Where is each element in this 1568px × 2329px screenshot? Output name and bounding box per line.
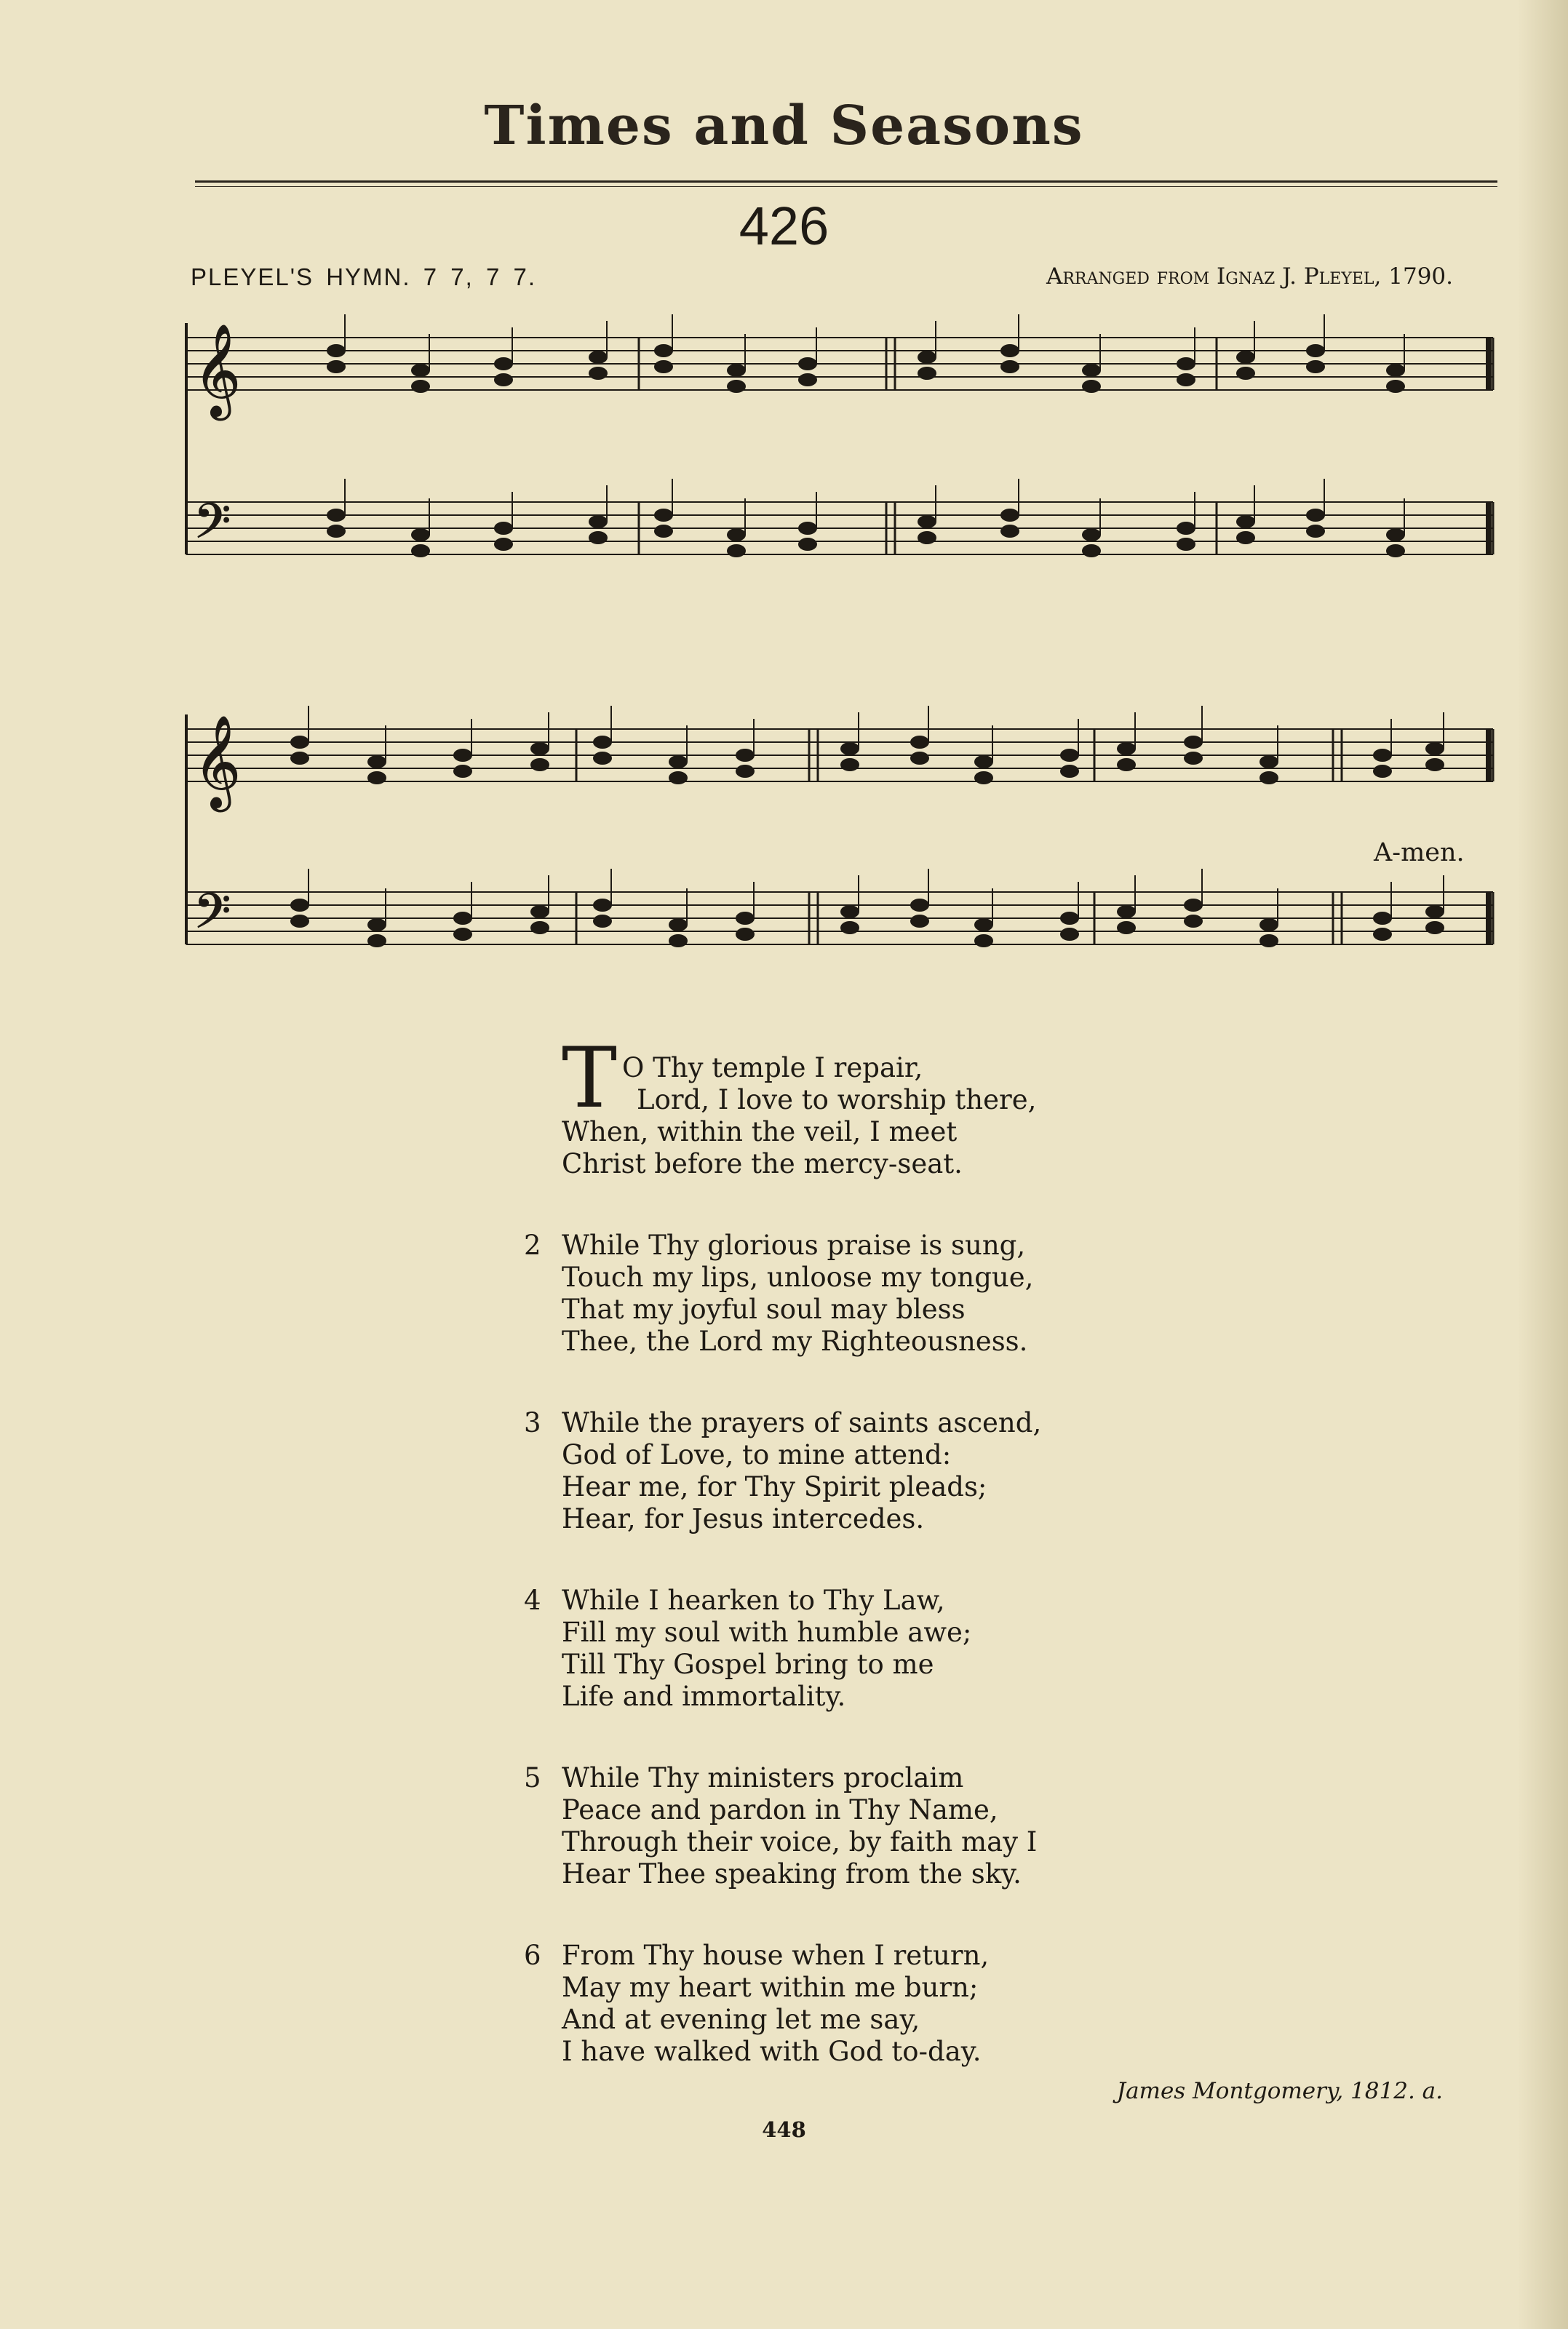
note [1306,360,1325,373]
amen-label: A-men. [1374,838,1465,867]
verse-line: While I hearken to Thy Law, [562,1585,945,1616]
note [411,364,430,377]
verse-line: Christ before the mercy-seat. [562,1148,963,1179]
note [494,538,513,551]
verse-line: Lord, I love to worship there, [637,1084,1037,1115]
note [1373,765,1392,778]
note [1373,912,1392,925]
note [1060,765,1079,778]
tune-name: PLEYEL'S HYMN. 7 7, 7 7. [191,263,536,290]
bass-clef-icon: 𝄢 [194,883,231,951]
treble-clef-icon: 𝄞 [194,714,242,808]
note [593,736,612,749]
note [974,755,993,768]
note [530,742,549,755]
note [1177,373,1195,386]
note [1425,905,1444,918]
verse-line: Hear Thee speaking from the sky. [562,1858,1022,1890]
verse-line: Touch my lips, unloose my tongue, [562,1262,1034,1293]
note [1117,742,1136,755]
note [669,755,688,768]
note [736,749,755,762]
note [910,752,929,765]
note [727,364,746,377]
verse-line: Fill my soul with humble awe; [562,1617,972,1648]
note [367,934,386,947]
verse-2 [524,1230,1470,1358]
note [910,899,929,912]
verse-line: O Thy temple I repair, [622,1052,923,1083]
verse-line: While Thy ministers proclaim [562,1762,964,1793]
bass-clef-icon: 𝄢 [194,493,231,561]
verse-line: When, within the veil, I meet [562,1116,958,1147]
note [1177,357,1195,370]
note [1259,918,1278,931]
note [589,515,608,528]
note [1082,380,1101,393]
note [840,758,859,771]
note [290,736,309,749]
note [327,525,346,538]
note [798,373,817,386]
note [494,373,513,386]
note [727,544,746,557]
note [798,522,817,535]
note [530,758,549,771]
section-title: Times and Seasons [484,95,1084,157]
note [453,928,472,941]
note [327,344,346,357]
note [727,528,746,541]
verse-line: God of Love, to mine attend: [562,1439,952,1470]
verse-5 [524,1762,1470,1890]
note [1386,544,1405,557]
note [1000,509,1019,522]
verse-line: Peace and pardon in Thy Name, [562,1794,998,1826]
note [974,934,993,947]
verse-number: 5 [524,1762,541,1793]
arranger-credit: Arranged from Ignaz J. Pleyel, 1790. [1046,263,1453,290]
verse-line: I have walked with God to-day. [562,2036,982,2067]
note [367,771,386,784]
verse-line: Till Thy Gospel bring to me [562,1649,934,1680]
note [453,765,472,778]
note [1236,367,1255,380]
note [1082,364,1101,377]
note [1373,928,1392,941]
note [367,755,386,768]
note [593,899,612,912]
verse-line: Through their voice, by faith may I [562,1826,1038,1858]
note [1177,538,1195,551]
note [494,522,513,535]
verse-number: 3 [524,1407,541,1438]
note [1060,912,1079,925]
note [1425,921,1444,934]
note [669,771,688,784]
note [530,921,549,934]
note [798,538,817,551]
note [918,515,936,528]
note [974,771,993,784]
note [1117,921,1136,934]
verse-number: 4 [524,1585,541,1616]
note [494,357,513,370]
note [367,918,386,931]
note [974,918,993,931]
verse-line: Hear me, for Thy Spirit pleads; [562,1471,987,1502]
note [1184,899,1203,912]
note [1425,742,1444,755]
verse-line: Hear, for Jesus intercedes. [562,1503,925,1534]
note [1386,380,1405,393]
note [840,905,859,918]
note [1386,528,1405,541]
note [327,509,346,522]
note [736,928,755,941]
note [654,344,673,357]
note [1259,755,1278,768]
page-number: 448 [762,2117,806,2142]
note [1184,752,1203,765]
note [1373,749,1392,762]
note [1117,905,1136,918]
note [327,360,346,373]
note [1000,360,1019,373]
note [1060,749,1079,762]
note [290,899,309,912]
note [798,357,817,370]
note [669,934,688,947]
note [1184,915,1203,928]
note [1236,351,1255,364]
note [840,742,859,755]
note [727,380,746,393]
note [1306,525,1325,538]
verse-line: While Thy glorious praise is sung, [562,1230,1026,1261]
note [1082,544,1101,557]
note [1425,758,1444,771]
note [1000,525,1019,538]
verse-1 [524,1052,1470,1180]
note [1236,515,1255,528]
verse-line: From Thy house when I return, [562,1940,990,1971]
note [1259,934,1278,947]
note [593,915,612,928]
note [918,367,936,380]
note [910,736,929,749]
verse-line: That my joyful soul may bless [562,1294,966,1325]
note [411,380,430,393]
verse-3 [524,1407,1470,1535]
note [411,528,430,541]
note [589,367,608,380]
note [654,509,673,522]
note [530,905,549,918]
note [1236,531,1255,544]
note [453,749,472,762]
note [1060,928,1079,941]
verse-line: May my heart within me burn; [562,1972,979,2003]
note [411,544,430,557]
note [1306,344,1325,357]
note [910,915,929,928]
note [654,360,673,373]
verse-line: Life and immortality. [562,1681,846,1712]
note [669,918,688,931]
author-attribution: James Montgomery, 1812. a. [1116,2078,1443,2104]
note [593,752,612,765]
note [1184,736,1203,749]
note [1306,509,1325,522]
note [290,752,309,765]
note [736,765,755,778]
drop-cap: T [562,1030,618,1126]
verse-6 [524,1940,1470,2068]
note [589,531,608,544]
note [736,912,755,925]
note [290,915,309,928]
note [589,351,608,364]
verse-line: Thee, the Lord my Righteousness. [562,1326,1028,1357]
verse-line: While the prayers of saints ascend, [562,1407,1042,1438]
note [918,351,936,364]
verse-number: 2 [524,1230,541,1261]
note [453,912,472,925]
note [918,531,936,544]
note [1000,344,1019,357]
note [1386,364,1405,377]
verse-4 [524,1585,1470,1713]
note [654,525,673,538]
note [1259,771,1278,784]
verse-number: 6 [524,1940,541,1971]
treble-clef-icon: 𝄞 [194,323,242,416]
music-score [0,0,1568,1033]
verse-line: And at evening let me say, [562,2004,920,2035]
note [1082,528,1101,541]
note [1117,758,1136,771]
note [840,921,859,934]
note [1177,522,1195,535]
hymn-number: 426 [739,196,829,256]
